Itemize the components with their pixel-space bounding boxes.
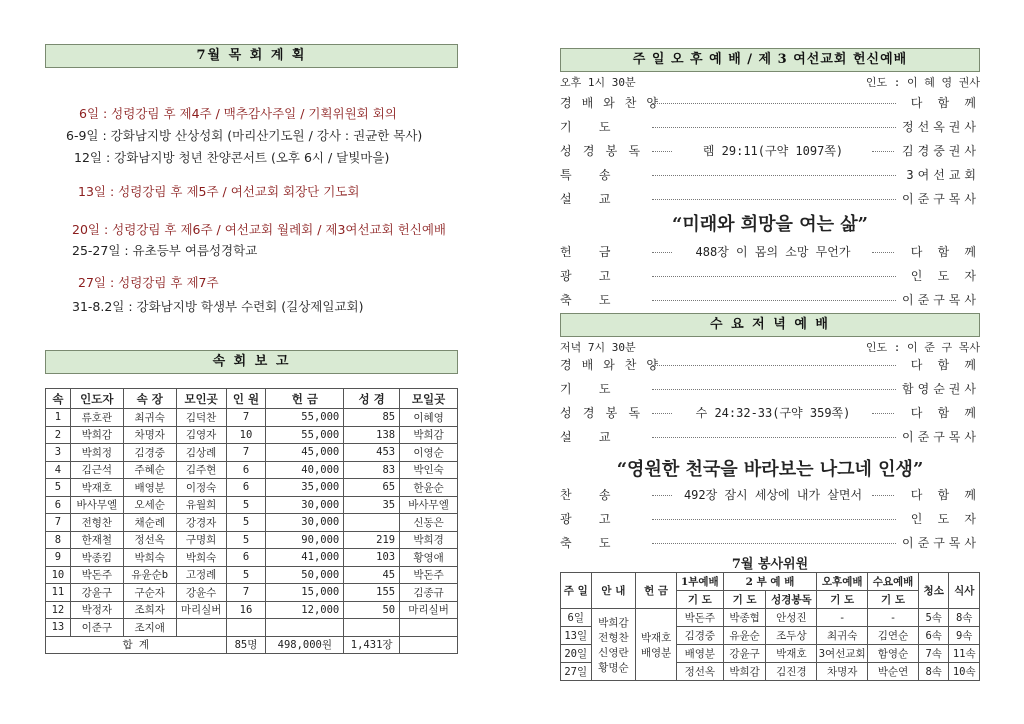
attendance-cell: 138 xyxy=(344,426,400,444)
duty-cell: 김경중 xyxy=(676,627,723,645)
service-order-label: 성 경 봉 독 xyxy=(560,406,643,420)
attendance-header-row xyxy=(46,389,458,409)
attendance-cell: 83 xyxy=(344,461,400,479)
leader-dots xyxy=(872,413,894,414)
attendance-cell: 박희정 xyxy=(70,444,123,462)
duty-header-row xyxy=(561,573,980,591)
leader-dots xyxy=(872,495,894,496)
attendance-cell: 7 xyxy=(226,444,266,462)
service-order-line xyxy=(560,356,980,374)
duty-offer-name: 배영분 xyxy=(640,646,672,659)
total-label: 합 계 xyxy=(46,636,227,654)
service-order-label: 찬 송 xyxy=(560,488,621,502)
attendance-cell: 박희감 xyxy=(400,426,458,444)
service-order-person: 이준구목사 xyxy=(902,536,980,550)
attendance-cell: 신동은 xyxy=(400,514,458,532)
attendance-cell: 박정자 xyxy=(70,601,123,619)
attendance-cell: 김상례 xyxy=(176,444,226,462)
attendance-header-cell: 인 원 xyxy=(226,389,266,409)
attendance-row xyxy=(46,479,458,497)
duty-guide-name: 전형찬 xyxy=(598,631,629,644)
duty-cell: 9속 xyxy=(949,627,980,645)
plan-line: 6일 : 성령강림 후 제4주 / 맥추감사주일 / 기획위원회 회의 xyxy=(79,106,397,121)
duty-cell: 유윤순 xyxy=(723,627,766,645)
total-empty xyxy=(400,636,458,654)
attendance-cell: 6 xyxy=(226,461,266,479)
attendance-cell: 박종킴 xyxy=(70,549,123,567)
service-order-person: 다 함 께 xyxy=(910,488,980,502)
attendance-header-cell: 헌 금 xyxy=(266,389,344,409)
attendance-cell: 강윤구 xyxy=(70,584,123,602)
attendance-cell: 전형찬 xyxy=(70,514,123,532)
attendance-cell: 12 xyxy=(46,601,71,619)
duty-header-cell: 기 도 xyxy=(868,591,919,609)
duty-header-cell: 오후예배 xyxy=(817,573,868,591)
duty-header-cell: 주 일 xyxy=(561,573,592,609)
service-order-label: 특 송 xyxy=(560,168,621,182)
duty-cell: 6일 xyxy=(561,609,592,627)
attendance-total-row xyxy=(46,636,458,654)
leader-dots xyxy=(652,252,672,253)
duty-cell: 8속 xyxy=(918,663,949,681)
attendance-cell: 50,000 xyxy=(266,566,344,584)
plan-title: 7월 목 회 계 획 xyxy=(45,44,458,68)
duty-cell: 3여선교회 xyxy=(817,645,868,663)
attendance-cell: 155 xyxy=(344,584,400,602)
duty-cell: 조두상 xyxy=(766,627,817,645)
service-order-line xyxy=(560,118,980,136)
attendance-cell: 박돈주 xyxy=(70,566,123,584)
attendance-cell: 5 xyxy=(226,514,266,532)
duty-cell: 5속 xyxy=(918,609,949,627)
service-order-detail: 수 24:32-33(구약 359쪽) xyxy=(695,406,851,420)
attendance-cell: 고정례 xyxy=(176,566,226,584)
total-offering: 498,000원 xyxy=(266,636,344,654)
attendance-cell: 김덕찬 xyxy=(176,409,226,427)
service-order-line xyxy=(560,142,980,160)
duty-cell: 8속 xyxy=(949,609,980,627)
attendance-cell: 219 xyxy=(344,531,400,549)
attendance-cell: 김경중 xyxy=(123,444,176,462)
attendance-row xyxy=(46,514,458,532)
attendance-cell: 최귀숙 xyxy=(123,409,176,427)
attendance-cell: 바사무엘 xyxy=(70,496,123,514)
service-order-label: 경배와찬양 xyxy=(560,96,668,110)
service-order-person: 다 함 께 xyxy=(910,358,980,372)
total-bible: 1,431장 xyxy=(344,636,400,654)
duty-header-cell: 안 내 xyxy=(591,573,636,609)
leader-dots xyxy=(652,127,896,128)
attendance-row xyxy=(46,409,458,427)
attendance-cell: 박희감 xyxy=(70,426,123,444)
service-order-line xyxy=(560,534,980,552)
duty-header-cell: 수요예배 xyxy=(868,573,919,591)
duty-cell: 7속 xyxy=(918,645,949,663)
service-order-line xyxy=(560,404,980,422)
duty-cell: 김진경 xyxy=(766,663,817,681)
attendance-cell: 45 xyxy=(344,566,400,584)
duty-guides xyxy=(591,609,636,681)
leader-dots xyxy=(652,413,672,414)
service-order-line xyxy=(560,428,980,446)
duty-cell: 박순연 xyxy=(868,663,919,681)
attendance-cell: 조희자 xyxy=(123,601,176,619)
attendance-cell: 16 xyxy=(226,601,266,619)
duty-guide-name: 황명순 xyxy=(598,661,629,674)
service-order-label: 축 도 xyxy=(560,293,621,307)
duty-cell: - xyxy=(817,609,868,627)
attendance-row xyxy=(46,496,458,514)
attendance-cell: 5 xyxy=(226,531,266,549)
attendance-row xyxy=(46,584,458,602)
leader-dots xyxy=(652,495,672,496)
service-order-line xyxy=(560,243,980,261)
duty-header-cell: 기 도 xyxy=(723,591,766,609)
attendance-cell: 박인숙 xyxy=(400,461,458,479)
evening-sermon-title: “영원한 천국을 바라보는 나그네 인생” xyxy=(616,459,924,480)
leader-dots xyxy=(652,543,896,544)
service-order-person: 김경중권사 xyxy=(902,144,980,158)
attendance-cell xyxy=(400,619,458,637)
attendance-cell: 6 xyxy=(46,496,71,514)
leader-dots xyxy=(652,365,896,366)
service-order-person: 다 함 께 xyxy=(910,406,980,420)
attendance-cell: 박희숙 xyxy=(176,549,226,567)
attendance-row xyxy=(46,461,458,479)
attendance-cell: 7 xyxy=(46,514,71,532)
plan-line: 20일 : 성령강림 후 제6주 / 여선교회 월례회 / 제3여선교회 헌신예배 xyxy=(72,222,446,237)
afternoon-service-title: 주 일 오 후 예 배 / 제 3 여선교회 헌신예배 xyxy=(560,48,980,72)
attendance-cell: 6 xyxy=(226,549,266,567)
attendance-cell: 30,000 xyxy=(266,514,344,532)
service-order-person: 이준구목사 xyxy=(902,430,980,444)
service-order-label: 설 교 xyxy=(560,192,621,206)
leader-dots xyxy=(652,103,896,104)
attendance-cell: 45,000 xyxy=(266,444,344,462)
attendance-cell: 이정숙 xyxy=(176,479,226,497)
leader-dots xyxy=(652,389,896,390)
attendance-cell: 10 xyxy=(226,426,266,444)
attendance-cell: 4 xyxy=(46,461,71,479)
attendance-cell: 정선옥 xyxy=(123,531,176,549)
duty-header-cell: 성경봉독 xyxy=(766,591,817,609)
leader-dots xyxy=(652,175,896,176)
attendance-cell: 5 xyxy=(46,479,71,497)
attendance-cell: 김주현 xyxy=(176,461,226,479)
attendance-cell xyxy=(344,619,400,637)
duty-cell: 배영분 xyxy=(676,645,723,663)
duty-cell: 박재호 xyxy=(766,645,817,663)
leader-dots xyxy=(872,151,894,152)
attendance-cell: 55,000 xyxy=(266,409,344,427)
service-order-label: 헌 금 xyxy=(560,245,621,259)
service-order-label: 광 고 xyxy=(560,269,621,283)
leader-dots xyxy=(652,199,896,200)
attendance-cell: 황영애 xyxy=(400,549,458,567)
plan-line: 12일 : 강화남지방 청년 찬양콘서트 (오후 6시 / 달빛마을) xyxy=(74,150,390,165)
attendance-cell: 이혜영 xyxy=(400,409,458,427)
duty-header-cell: 청소 xyxy=(918,573,949,609)
duty-header-cell: 기 도 xyxy=(676,591,723,609)
service-order-person: 다 함 께 xyxy=(910,245,980,259)
attendance-cell: 15,000 xyxy=(266,584,344,602)
duty-guide-name: 박희감 xyxy=(598,616,629,629)
service-order-detail: 488장 이 몸의 소망 무언가 xyxy=(695,245,851,259)
attendance-row xyxy=(46,426,458,444)
afternoon-time: 오후 1시 30분 xyxy=(560,76,636,89)
attendance-row xyxy=(46,619,458,637)
attendance-cell: 채순례 xyxy=(123,514,176,532)
plan-line: 25-27일 : 유초등부 여름성경학교 xyxy=(72,243,258,258)
service-order-line xyxy=(560,190,980,208)
attendance-cell: 30,000 xyxy=(266,496,344,514)
duty-cell: - xyxy=(868,609,919,627)
attendance-cell: 5 xyxy=(226,496,266,514)
duty-offer-name: 박재호 xyxy=(640,631,672,644)
attendance-cell: 박희숙 xyxy=(123,549,176,567)
attendance-cell: 7 xyxy=(226,409,266,427)
attendance-cell: 41,000 xyxy=(266,549,344,567)
duty-cell: 13일 xyxy=(561,627,592,645)
attendance-cell: 8 xyxy=(46,531,71,549)
attendance-cell: 한윤순 xyxy=(400,479,458,497)
duty-cell: 6속 xyxy=(918,627,949,645)
service-order-person: 정선옥권사 xyxy=(902,120,980,134)
attendance-cell xyxy=(226,619,266,637)
attendance-header-cell: 모인곳 xyxy=(176,389,226,409)
duty-header-cell: 2 부 예 배 xyxy=(723,573,817,591)
attendance-row xyxy=(46,531,458,549)
attendance-cell: 7 xyxy=(226,584,266,602)
attendance-cell: 2 xyxy=(46,426,71,444)
duty-header-cell: 식사 xyxy=(949,573,980,609)
attendance-cell: 103 xyxy=(344,549,400,567)
attendance-row xyxy=(46,444,458,462)
duty-row xyxy=(561,609,980,627)
attendance-cell: 9 xyxy=(46,549,71,567)
duty-cell: 11속 xyxy=(949,645,980,663)
duty-table xyxy=(560,572,980,681)
attendance-cell: 유윤순b xyxy=(123,566,176,584)
leader-dots xyxy=(652,276,896,277)
attendance-cell: 90,000 xyxy=(266,531,344,549)
attendance-cell: 85 xyxy=(344,409,400,427)
service-order-label: 광 고 xyxy=(560,512,621,526)
attendance-cell: 3 xyxy=(46,444,71,462)
attendance-cell: 배영분 xyxy=(123,479,176,497)
plan-line: 13일 : 성령강림 후 제5주 / 여선교회 회장단 기도회 xyxy=(78,184,360,199)
attendance-cell: 이영순 xyxy=(400,444,458,462)
service-order-label: 기 도 xyxy=(560,120,621,134)
attendance-cell: 유월희 xyxy=(176,496,226,514)
attendance-header-cell: 속 xyxy=(46,389,71,409)
total-people: 85명 xyxy=(226,636,266,654)
attendance-cell: 12,000 xyxy=(266,601,344,619)
attendance-header-cell: 인도자 xyxy=(70,389,123,409)
duty-cell: 20일 xyxy=(561,645,592,663)
duty-guide-name: 신영란 xyxy=(598,646,629,659)
service-order-person: 이준구목사 xyxy=(902,293,980,307)
attendance-cell: 마리실버 xyxy=(176,601,226,619)
afternoon-sermon-title: “미래와 희망을 여는 삶” xyxy=(672,214,868,235)
attendance-cell: 35,000 xyxy=(266,479,344,497)
attendance-cell xyxy=(266,619,344,637)
leader-dots xyxy=(652,519,896,520)
attendance-cell: 김근석 xyxy=(70,461,123,479)
duty-cell: 함영순 xyxy=(868,645,919,663)
duty-header-cell: 기 도 xyxy=(817,591,868,609)
attendance-cell: 마리실버 xyxy=(400,601,458,619)
duty-offering xyxy=(636,609,677,681)
leader-dots xyxy=(652,437,896,438)
duty-cell: 김연순 xyxy=(868,627,919,645)
duty-cell: 차명자 xyxy=(817,663,868,681)
attendance-cell: 바사무엘 xyxy=(400,496,458,514)
duty-cell: 안성진 xyxy=(766,609,817,627)
attendance-cell: 주혜순 xyxy=(123,461,176,479)
attendance-cell: 류호관 xyxy=(70,409,123,427)
attendance-cell: 453 xyxy=(344,444,400,462)
attendance-cell: 10 xyxy=(46,566,71,584)
service-order-detail: 렘 29:11(구약 1097쪽) xyxy=(702,144,844,158)
attendance-cell: 한재철 xyxy=(70,531,123,549)
duty-cell: 정선옥 xyxy=(676,663,723,681)
duty-cell: 27일 xyxy=(561,663,592,681)
attendance-cell: 차명자 xyxy=(123,426,176,444)
attendance-cell: 조지애 xyxy=(123,619,176,637)
plan-line: 27일 : 성령강림 후 제7주 xyxy=(78,275,219,290)
attendance-cell: 55,000 xyxy=(266,426,344,444)
attendance-cell: 1 xyxy=(46,409,71,427)
duty-cell: 10속 xyxy=(949,663,980,681)
attendance-cell: 구순자 xyxy=(123,584,176,602)
attendance-cell: 35 xyxy=(344,496,400,514)
duty-cell: 박희감 xyxy=(723,663,766,681)
attendance-cell: 5 xyxy=(226,566,266,584)
attendance-cell: 김영자 xyxy=(176,426,226,444)
attendance-header-cell: 속 장 xyxy=(123,389,176,409)
attendance-cell: 강윤수 xyxy=(176,584,226,602)
service-order-detail: 492장 잠시 세상에 내가 살면서 xyxy=(683,488,863,502)
attendance-cell: 박돈주 xyxy=(400,566,458,584)
plan-line: 6-9일 : 강화남지방 산상성회 (마리산기도원 / 강사 : 권균한 목사) xyxy=(66,128,423,143)
attendance-cell: 이준구 xyxy=(70,619,123,637)
attendance-row xyxy=(46,601,458,619)
service-order-person: 인 도 자 xyxy=(910,512,980,526)
evening-time: 저녁 7시 30분 xyxy=(560,341,636,354)
service-order-person: 이준구목사 xyxy=(902,192,980,206)
service-order-label: 축 도 xyxy=(560,536,621,550)
service-order-person: 함영순권사 xyxy=(902,382,980,396)
attendance-header-cell: 성 경 xyxy=(344,389,400,409)
attendance-cell: 박재호 xyxy=(70,479,123,497)
attendance-row xyxy=(46,566,458,584)
service-order-line xyxy=(560,267,980,285)
service-order-line xyxy=(560,166,980,184)
service-order-person: 3여선교회 xyxy=(906,168,980,182)
service-order-line xyxy=(560,291,980,309)
evening-leader: 인도 : 이 준 구 목사 xyxy=(865,341,980,354)
duty-cell: 박돈주 xyxy=(676,609,723,627)
service-order-line xyxy=(560,510,980,528)
attendance-cell: 65 xyxy=(344,479,400,497)
duty-cell: 박종협 xyxy=(723,609,766,627)
attendance-cell: 강경자 xyxy=(176,514,226,532)
duty-header-cell: 1부예배 xyxy=(676,573,723,591)
service-order-line xyxy=(560,94,980,112)
service-order-label: 기 도 xyxy=(560,382,621,396)
attendance-cell xyxy=(176,619,226,637)
attendance-row xyxy=(46,549,458,567)
attendance-title: 속 회 보 고 xyxy=(45,350,458,374)
attendance-cell: 김종규 xyxy=(400,584,458,602)
attendance-cell: 박희경 xyxy=(400,531,458,549)
attendance-cell: 50 xyxy=(344,601,400,619)
duty-title: 7월 봉사위원 xyxy=(731,557,809,572)
service-order-label: 경배와찬양 xyxy=(560,358,668,372)
duty-cell: 강윤구 xyxy=(723,645,766,663)
attendance-cell: 11 xyxy=(46,584,71,602)
service-order-line xyxy=(560,380,980,398)
plan-line: 31-8.2일 : 강화남지방 학생부 수련회 (길상제일교회) xyxy=(72,299,364,314)
leader-dots xyxy=(872,252,894,253)
attendance-cell: 구명희 xyxy=(176,531,226,549)
service-order-line xyxy=(560,486,980,504)
attendance-cell: 40,000 xyxy=(266,461,344,479)
afternoon-leader: 인도 : 이 혜 영 권사 xyxy=(865,76,980,89)
service-order-person: 다 함 께 xyxy=(910,96,980,110)
service-order-person: 인 도 자 xyxy=(910,269,980,283)
attendance-cell xyxy=(344,514,400,532)
attendance-header-cell: 모일곳 xyxy=(400,389,458,409)
attendance-cell: 오세순 xyxy=(123,496,176,514)
service-order-label: 성 경 봉 독 xyxy=(560,144,643,158)
attendance-table xyxy=(45,388,458,654)
leader-dots xyxy=(652,151,672,152)
leader-dots xyxy=(652,300,896,301)
attendance-cell: 6 xyxy=(226,479,266,497)
attendance-cell: 13 xyxy=(46,619,71,637)
duty-header-cell: 헌 금 xyxy=(636,573,677,609)
duty-cell: 최귀숙 xyxy=(817,627,868,645)
evening-service-title: 수 요 저 녁 예 배 xyxy=(560,313,980,337)
service-order-label: 설 교 xyxy=(560,430,621,444)
